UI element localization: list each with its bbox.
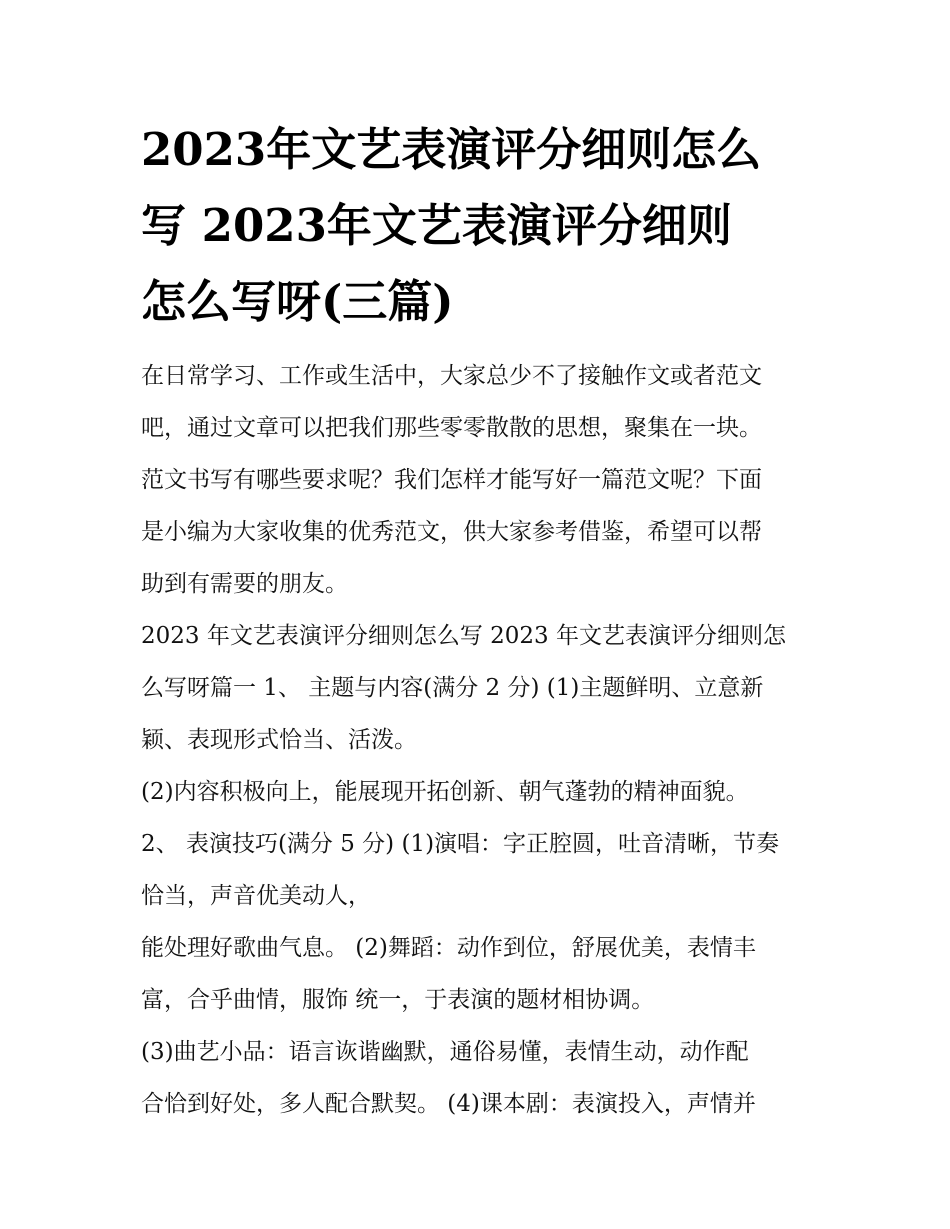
intro-paragraph [141, 350, 821, 610]
content-criteria-paragraph [141, 766, 821, 818]
text-line: 颖、表现形式恰当、活泼。 [141, 727, 417, 753]
text-line: 吧，通过文章可以把我们那些零零散散的思想，聚集在一块。 [141, 415, 762, 441]
text-line: (2)内容积极向上，能展现开拓创新、朝气蓬勃的精神面貌。 [141, 779, 749, 805]
text-line: 2、 表演技巧(满分 5 分) (1)演唱：字正腔圆，吐音清晰，节奏 [141, 831, 780, 857]
text-line: 能处理好歌曲气息。 (2)舞蹈：动作到位，舒展优美，表情丰 [141, 935, 756, 961]
text-line: 2023 年文艺表演评分细则怎么写 2023 年文艺表演评分细则怎 [141, 623, 786, 649]
text-line: 合恰到好处，多人配合默契。 (4)课本剧：表演投入，声情并 [141, 1091, 756, 1117]
skit-paragraph [141, 1026, 821, 1130]
text-line: (3)曲艺小品：语言诙谐幽默，通俗易懂，表情生动，动作配 [141, 1039, 749, 1065]
section-one-paragraph [141, 610, 821, 766]
document-title [141, 112, 821, 340]
text-line: 范文书写有哪些要求呢？我们怎样才能写好一篇范文呢？下面 [141, 467, 762, 493]
title-line-1: 2023年文艺表演评分细则怎么 [141, 123, 762, 176]
text-line: 恰当，声音优美动人， [141, 883, 371, 909]
document-body [141, 350, 821, 1130]
title-line-3: 怎么写呀(三篇) [141, 275, 454, 328]
skills-paragraph [141, 818, 821, 922]
text-line: 在日常学习、工作或生活中，大家总少不了接触作文或者范文 [141, 363, 762, 389]
document-page [141, 112, 821, 1130]
text-line: 是小编为大家收集的优秀范文，供大家参考借鉴，希望可以帮 [141, 519, 762, 545]
text-line: 富，合乎曲情，服饰 统一，于表演的题材相协调。 [141, 987, 655, 1013]
dance-paragraph [141, 922, 821, 1026]
text-line: 助到有需要的朋友。 [141, 571, 348, 597]
title-line-2: 写 2023年文艺表演评分细则 [141, 199, 732, 252]
text-line: 么写呀篇一 1、 主题与内容(满分 2 分) (1)主题鲜明、立意新 [141, 675, 764, 701]
